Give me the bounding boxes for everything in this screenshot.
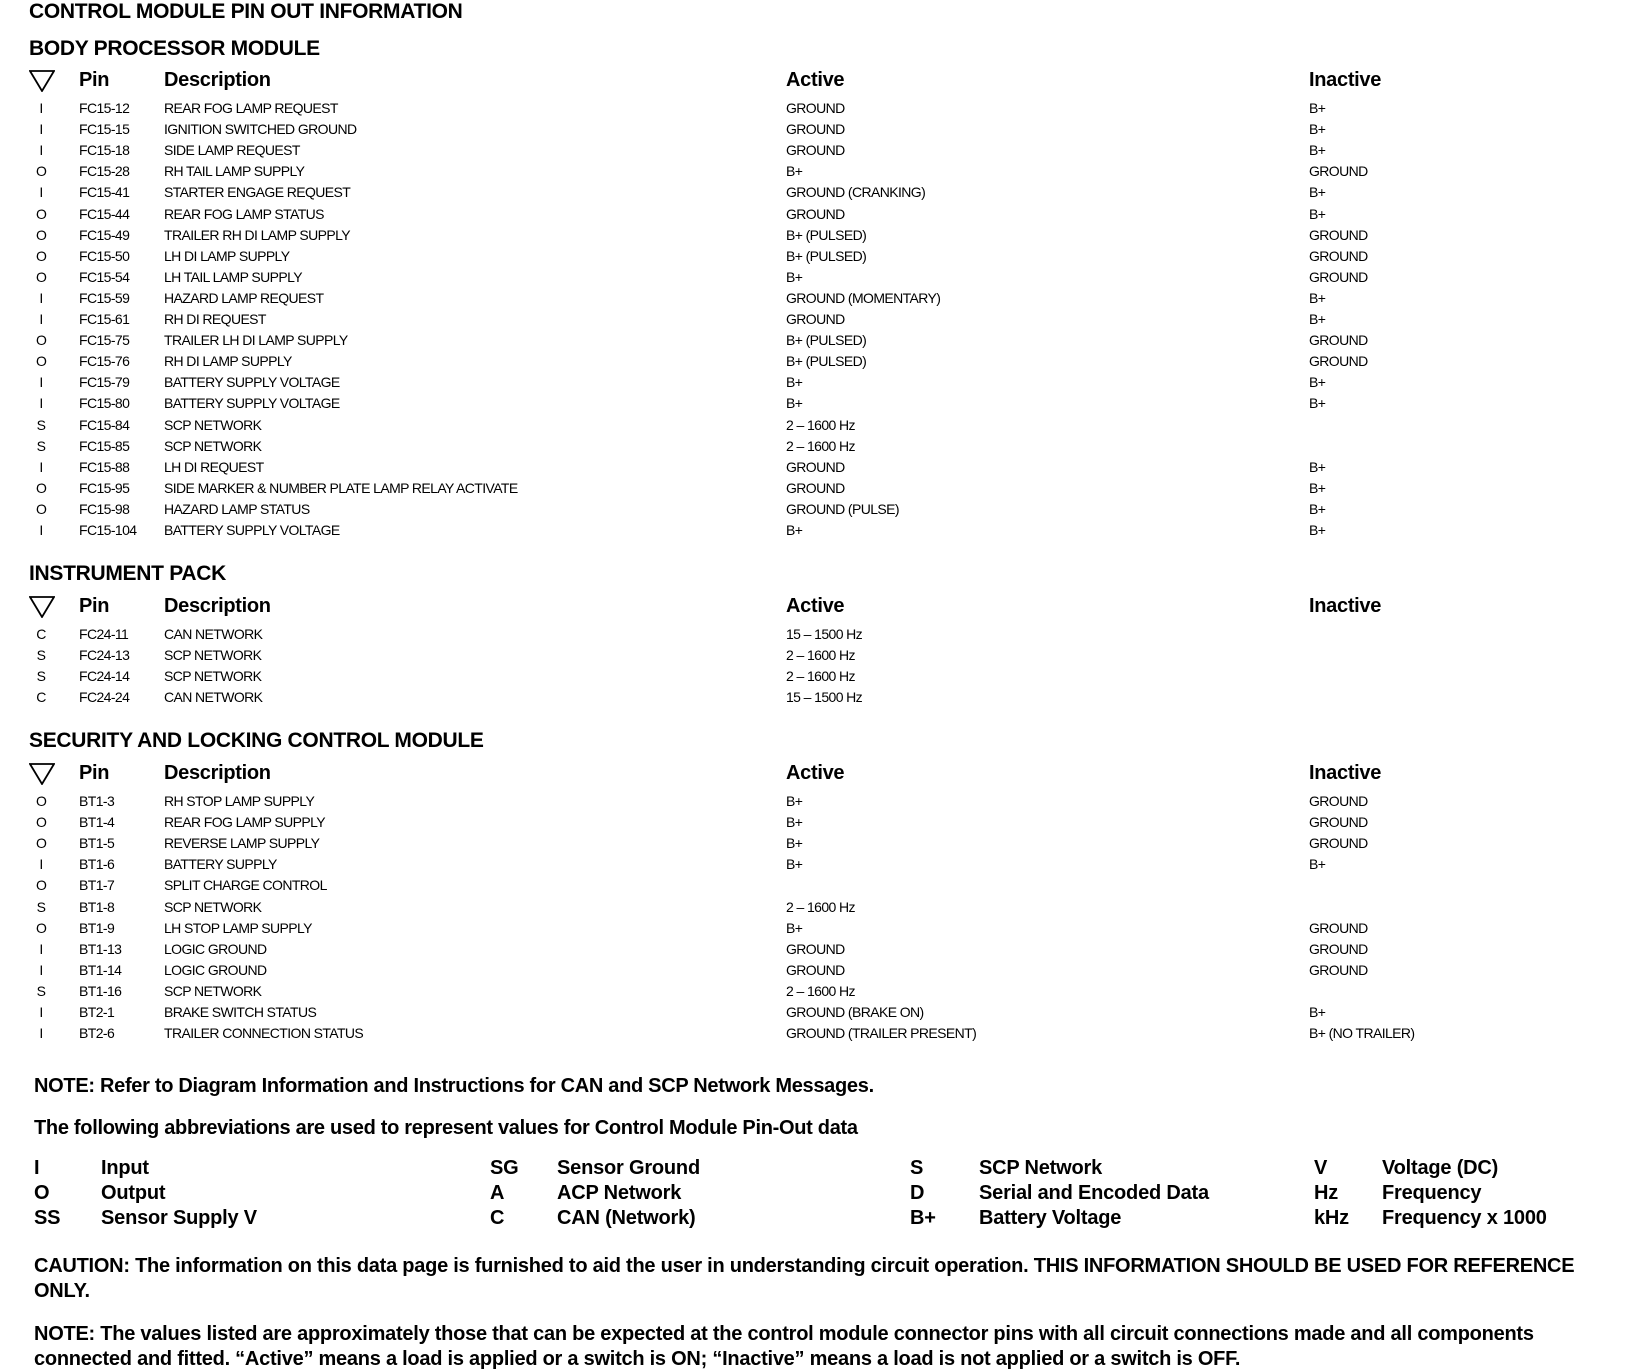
description-header: Description [164,762,271,784]
table-row [0,311,1632,332]
pin-cell: FC15-49 [79,226,130,243]
table-row [0,438,1632,459]
active-cell: B+ [786,268,803,285]
inactive-cell: GROUND [1309,940,1368,957]
pin-cell: FC15-44 [79,205,130,222]
table-row [0,793,1632,814]
inactive-header: Inactive [1309,69,1382,91]
inactive-cell: B+ [1309,205,1326,222]
io-code: I [39,1025,43,1042]
active-header: Active [786,69,845,91]
abbr-group [101,1156,257,1231]
io-code: I [39,142,43,159]
abbr-meaning: Frequency x 1000 [1382,1207,1547,1229]
table-row [0,395,1632,416]
inactive-cell: B+ [1309,1004,1326,1020]
table-row [0,206,1632,227]
values-note: NOTE: The values listed are approximately those that can be expected at the control module connector pins with all circuit connections made and all components connected and fitted. “Active” means a load is applied or a switch is ON; “Inactive” means a load is not applied or a switch is OFF. [34,1323,1534,1370]
pin-cell: BT1-3 [79,793,115,809]
inactive-cell: B+ [1309,184,1326,201]
inactive-cell: B+ [1309,500,1326,517]
pin-cell: BT1-6 [79,856,115,873]
io-code: O [36,353,47,370]
inactive-header: Inactive [1309,595,1382,617]
table-row [0,962,1632,983]
io-code: I [39,522,43,538]
description-cell: SIDE LAMP REQUEST [164,142,300,159]
io-code: I [39,458,43,475]
table-row [0,647,1632,668]
active-cell: GROUND (PULSE) [786,500,899,517]
io-code: O [36,479,47,496]
abbr-meaning: CAN (Network) [557,1207,696,1229]
description-cell: SCP NETWORK [164,898,262,915]
inactive-cell: B+ [1309,458,1326,475]
active-cell: GROUND [786,961,845,978]
abbr-group [490,1156,519,1231]
io-code: O [36,268,47,285]
abbr-code: SG [490,1157,519,1179]
inactive-header: Inactive [1309,762,1382,784]
abbr-group [1382,1156,1547,1231]
abbr-meaning: SCP Network [979,1157,1103,1179]
abbr-meaning: Battery Voltage [979,1207,1122,1229]
abbr-group [557,1156,700,1231]
abbr-meaning: Voltage (DC) [1382,1157,1499,1179]
pin-cell: FC15-41 [79,184,130,201]
io-code: C [36,689,46,706]
pin-header: Pin [79,762,110,784]
io-code: I [39,311,43,327]
io-code: I [39,940,43,957]
inactive-cell: B+ [1309,374,1326,391]
active-cell: 15 – 1500 Hz [786,689,863,706]
inactive-cell: GROUND [1309,332,1368,349]
inactive-cell: GROUND [1309,226,1368,243]
pin-cell: BT1-16 [79,982,122,999]
pin-cell: FC24-14 [79,668,130,685]
pin-cell: BT1-8 [79,898,115,915]
pin-cell: FC15-79 [79,374,130,391]
table-row [0,920,1632,941]
description-cell: TRAILER CONNECTION STATUS [164,1025,364,1042]
table-row [0,290,1632,311]
table-row [0,877,1632,898]
direction-triangle-icon [29,596,55,618]
active-cell: 2 – 1600 Hz [786,647,855,664]
active-cell: B+ [786,856,803,873]
description-cell: BATTERY SUPPLY [164,856,277,873]
direction-triangle-icon [29,763,55,785]
abbr-meaning: Serial and Encoded Data [979,1182,1209,1204]
io-code: S [36,416,46,433]
description-header: Description [164,595,271,617]
io-code: O [36,247,47,264]
abbr-code: S [910,1157,924,1179]
description-cell: RH STOP LAMP SUPPLY [164,793,315,809]
inactive-cell: GROUND [1309,919,1368,936]
description-cell: CAN NETWORK [164,689,263,706]
abbr-meaning: Frequency [1382,1182,1482,1204]
table-row [0,941,1632,962]
io-code: I [39,100,43,116]
abbr-code: Hz [1314,1182,1339,1204]
pin-cell: FC15-80 [79,395,130,412]
table-row [0,501,1632,522]
abbr-meaning: ACP Network [557,1182,682,1204]
pin-cell: BT1-13 [79,940,122,957]
io-code: S [36,898,46,915]
description-header: Description [164,69,271,91]
active-cell: GROUND [786,940,845,957]
pin-cell: FC15-84 [79,416,130,433]
inactive-cell: GROUND [1309,268,1368,285]
io-code: I [39,374,43,391]
description-cell: REVERSE LAMP SUPPLY [164,835,320,852]
table-row [0,121,1632,142]
inactive-cell: B+ [1309,121,1326,138]
active-cell: GROUND (MOMENTARY) [786,289,941,306]
abbr-code: I [34,1157,40,1179]
active-cell: GROUND [786,100,845,116]
description-cell: SCP NETWORK [164,416,262,433]
active-cell: GROUND [786,142,845,159]
table-row [0,459,1632,480]
io-code: O [36,835,47,852]
description-cell: BATTERY SUPPLY VOLTAGE [164,374,340,391]
active-cell: 2 – 1600 Hz [786,982,855,999]
active-cell: B+ [786,522,803,538]
inactive-cell: B+ [1309,142,1326,159]
description-cell: LH STOP LAMP SUPPLY [164,919,312,936]
active-cell: 2 – 1600 Hz [786,898,855,915]
active-cell: B+ [786,395,803,412]
inactive-cell: B+ (NO TRAILER) [1309,1025,1415,1042]
abbr-code: C [490,1207,505,1229]
io-code: O [36,877,47,894]
table-row [0,248,1632,269]
active-cell: GROUND [786,121,845,138]
inactive-cell: B+ [1309,289,1326,306]
pin-cell: FC24-24 [79,689,130,706]
io-code: I [39,184,43,201]
active-cell: B+ [786,814,803,831]
active-cell: B+ (PULSED) [786,353,867,370]
section-title: SECURITY AND LOCKING CONTROL MODULE [29,729,484,752]
pin-cell: FC15-12 [79,100,130,116]
io-code: I [39,1004,43,1020]
inactive-cell: GROUND [1309,353,1368,370]
abbreviations-intro: The following abbreviations are used to represent values for Control Module Pin-Out data [34,1117,858,1139]
description-cell: SIDE MARKER & NUMBER PLATE LAMP RELAY ACTIVATE [164,479,518,496]
abbr-group [979,1156,1209,1231]
io-code: S [36,982,46,999]
table-row [0,353,1632,374]
active-cell: 2 – 1600 Hz [786,416,855,433]
abbr-group [34,1156,60,1231]
io-code: O [36,793,47,809]
table-row [0,269,1632,290]
table-row [0,668,1632,689]
abbr-meaning: Input [101,1157,149,1179]
description-cell: REAR FOG LAMP SUPPLY [164,814,325,831]
io-code: I [39,121,43,138]
abbr-meaning: Sensor Ground [557,1157,700,1179]
description-cell: HAZARD LAMP STATUS [164,500,310,517]
active-cell: B+ [786,163,803,180]
active-cell: 2 – 1600 Hz [786,668,855,685]
description-cell: BRAKE SWITCH STATUS [164,1004,317,1020]
io-code: S [36,437,46,454]
active-cell: B+ (PULSED) [786,247,867,264]
active-cell: 2 – 1600 Hz [786,437,855,454]
inactive-cell: B+ [1309,395,1326,412]
active-cell: B+ [786,835,803,852]
table-row [0,689,1632,710]
inactive-cell: B+ [1309,522,1326,538]
pin-cell: BT1-4 [79,814,115,831]
pin-cell: FC15-104 [79,522,137,538]
io-code: S [36,647,46,664]
pin-cell: BT2-1 [79,1004,115,1020]
description-cell: RH DI REQUEST [164,311,266,327]
description-cell: CAN NETWORK [164,626,263,642]
abbr-meaning: Output [101,1182,166,1204]
abbr-code: B+ [910,1207,936,1229]
table-row [0,142,1632,163]
description-cell: IGNITION SWITCHED GROUND [164,121,357,138]
description-cell: REAR FOG LAMP STATUS [164,205,324,222]
description-cell: BATTERY SUPPLY VOLTAGE [164,522,340,538]
inactive-cell: GROUND [1309,247,1368,264]
description-cell: RH TAIL LAMP SUPPLY [164,163,305,180]
table-row [0,983,1632,1004]
active-cell: GROUND [786,311,845,327]
abbr-code: V [1314,1157,1328,1179]
description-cell: LOGIC GROUND [164,961,267,978]
active-cell: B+ (PULSED) [786,226,867,243]
abbr-code: SS [34,1207,61,1229]
section-title: INSTRUMENT PACK [29,562,226,585]
table-row [0,1004,1632,1025]
inactive-cell: B+ [1309,100,1326,116]
table-row [0,163,1632,184]
description-cell: RH DI LAMP SUPPLY [164,353,292,370]
table-row [0,374,1632,395]
pin-header: Pin [79,69,110,91]
active-header: Active [786,595,845,617]
pin-cell: BT2-6 [79,1025,115,1042]
description-cell: TRAILER LH DI LAMP SUPPLY [164,332,348,349]
active-cell: GROUND (BRAKE ON) [786,1004,924,1020]
active-cell: GROUND [786,479,845,496]
table-row [0,899,1632,920]
pin-cell: FC15-88 [79,458,130,475]
pin-cell: FC15-85 [79,437,130,454]
page-title: CONTROL MODULE PIN OUT INFORMATION [29,0,463,23]
pin-cell: FC15-61 [79,311,130,327]
active-header: Active [786,762,845,784]
io-code: O [36,814,47,831]
pin-cell: FC15-95 [79,479,130,496]
pin-cell: FC15-75 [79,332,130,349]
active-cell: GROUND (CRANKING) [786,184,926,201]
active-cell: GROUND [786,458,845,475]
active-cell: GROUND [786,205,845,222]
inactive-cell: GROUND [1309,793,1368,809]
table-row [0,814,1632,835]
abbr-code: O [34,1182,50,1204]
active-cell: B+ [786,374,803,391]
io-code: I [39,961,43,978]
io-code: O [36,163,47,180]
active-cell: B+ [786,919,803,936]
pin-cell: BT1-14 [79,961,122,978]
abbr-code: A [490,1182,505,1204]
io-code: O [36,332,47,349]
table-row [0,522,1632,543]
active-cell: GROUND (TRAILER PRESENT) [786,1025,977,1042]
io-code: C [36,626,46,642]
pin-cell: FC15-76 [79,353,130,370]
inactive-cell: GROUND [1309,835,1368,852]
pin-cell: BT1-5 [79,835,115,852]
table-row [0,1025,1632,1046]
section-title: BODY PROCESSOR MODULE [29,37,320,60]
pin-header: Pin [79,595,110,617]
inactive-cell: GROUND [1309,961,1368,978]
description-cell: SCP NETWORK [164,982,262,999]
description-cell: TRAILER RH DI LAMP SUPPLY [164,226,350,243]
pin-cell: FC15-50 [79,247,130,264]
network-note: NOTE: Refer to Diagram Information and Instructions for CAN and SCP Network Messages. [34,1075,874,1097]
description-cell: LH TAIL LAMP SUPPLY [164,268,302,285]
table-row [0,100,1632,121]
table-row [0,856,1632,877]
io-code: S [36,668,46,685]
table-row [0,626,1632,647]
abbr-code: kHz [1314,1207,1349,1229]
pin-cell: FC15-15 [79,121,130,138]
inactive-cell: GROUND [1309,814,1368,831]
pin-cell: BT1-9 [79,919,115,936]
direction-triangle-icon [29,70,55,92]
description-cell: SCP NETWORK [164,668,262,685]
abbr-group [1314,1156,1349,1231]
inactive-cell: GROUND [1309,163,1368,180]
table-row [0,184,1632,205]
io-code: O [36,226,47,243]
abbr-meaning: Sensor Supply V [101,1207,257,1229]
table-row [0,480,1632,501]
pin-cell: FC15-98 [79,500,130,517]
description-cell: LH DI REQUEST [164,458,264,475]
pin-cell: FC15-54 [79,268,130,285]
description-cell: BATTERY SUPPLY VOLTAGE [164,395,340,412]
table-row [0,332,1632,353]
io-code: I [39,289,43,306]
active-cell: B+ (PULSED) [786,332,867,349]
abbr-code: D [910,1182,925,1204]
abbr-group [910,1156,936,1231]
active-cell: 15 – 1500 Hz [786,626,863,642]
description-cell: SCP NETWORK [164,647,262,664]
description-cell: HAZARD LAMP REQUEST [164,289,324,306]
io-code: O [36,500,47,517]
description-cell: SPLIT CHARGE CONTROL [164,877,327,894]
pin-cell: FC24-13 [79,647,130,664]
table-row [0,417,1632,438]
pin-cell: FC15-18 [79,142,130,159]
inactive-cell: B+ [1309,856,1326,873]
pin-cell: FC15-28 [79,163,130,180]
description-cell: LOGIC GROUND [164,940,267,957]
description-cell: STARTER ENGAGE REQUEST [164,184,351,201]
active-cell: B+ [786,793,803,809]
description-cell: REAR FOG LAMP REQUEST [164,100,338,116]
caution-text: CAUTION: The information on this data page is furnished to aid the user in understanding circuit operation. THIS INFORMATION SHOULD BE USED FOR REFERENCE ONLY. [34,1255,1575,1302]
io-code: I [39,856,43,873]
pin-cell: BT1-7 [79,877,115,894]
pin-cell: FC15-59 [79,289,130,306]
description-cell: LH DI LAMP SUPPLY [164,247,290,264]
table-row [0,227,1632,248]
io-code: O [36,205,47,222]
io-code: I [39,395,43,412]
inactive-cell: B+ [1309,479,1326,496]
table-row [0,835,1632,856]
inactive-cell: B+ [1309,311,1326,327]
description-cell: SCP NETWORK [164,437,262,454]
io-code: O [36,919,47,936]
pin-cell: FC24-11 [79,626,129,642]
